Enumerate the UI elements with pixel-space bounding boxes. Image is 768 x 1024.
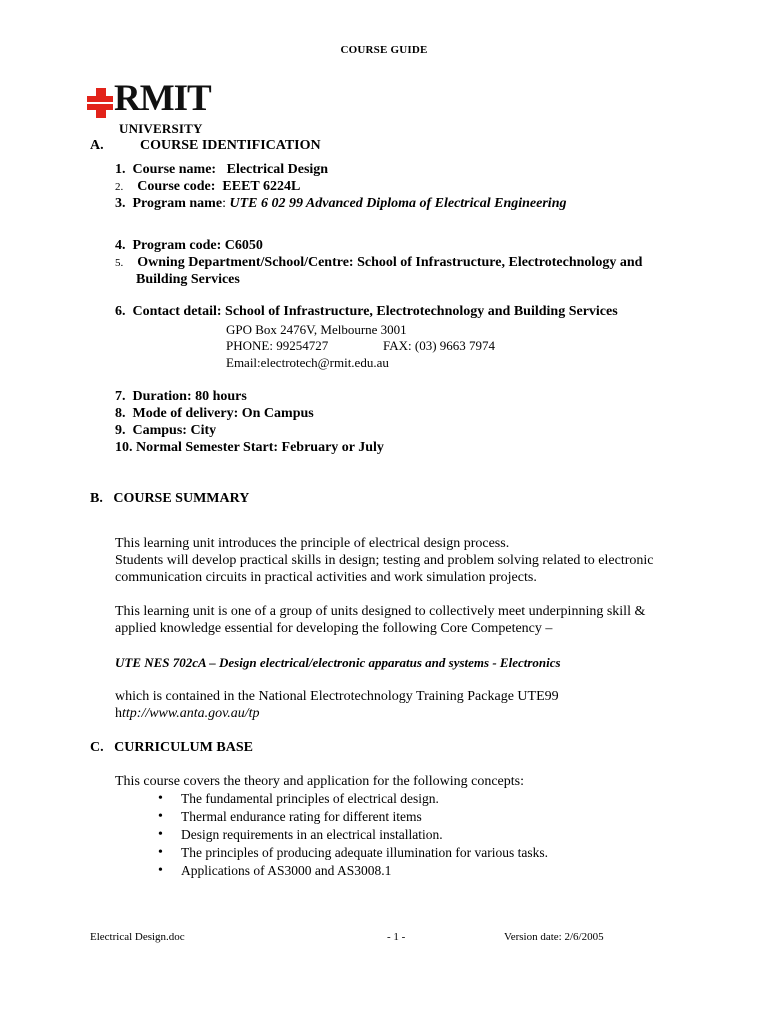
item-text: Program code: C6050 bbox=[132, 238, 263, 253]
anta-link[interactable] bbox=[115, 705, 260, 722]
curriculum-item-1: The fundamental principles of electrical design. bbox=[181, 791, 439, 806]
curriculum-item-2: Thermal endurance rating for different items bbox=[181, 809, 422, 824]
curriculum-item-4: The principles of producing adequate illumination for various tasks. bbox=[181, 845, 549, 860]
training-package-text: which is contained in the National Electrotechnology Training Package UTE99 bbox=[115, 689, 559, 704]
contact-email: Email:electrotech@rmit.edu.au bbox=[226, 355, 389, 370]
item-text: Duration: 80 hours bbox=[132, 389, 247, 404]
footer-filename: Electrical Design.doc bbox=[90, 931, 185, 943]
item-text: Normal Semester Start: February or July bbox=[136, 440, 384, 455]
section-b-title: B. COURSE SUMMARY bbox=[90, 491, 250, 506]
link-prefix: h bbox=[115, 706, 122, 721]
item-label: Course code: bbox=[137, 179, 216, 194]
item-2 bbox=[115, 178, 300, 196]
item-number: 3. bbox=[115, 196, 126, 211]
summary-paragraph-3-line-1: This learning unit is one of a group of units designed to collectively meet underpinning skill & bbox=[115, 604, 646, 619]
item-5 bbox=[115, 254, 642, 272]
section-a-letter: A. bbox=[90, 138, 104, 153]
item-7 bbox=[115, 388, 247, 405]
logo-wordmark: RMIT bbox=[114, 78, 211, 119]
item-label: Program name bbox=[132, 196, 223, 211]
item-5-continued: Building Services bbox=[136, 272, 240, 287]
curriculum-item-5: Applications of AS3000 and AS3008.1 bbox=[181, 863, 392, 878]
logo-subtitle: UNIVERSITY bbox=[119, 121, 203, 136]
course-code-value: EEET 6224L bbox=[222, 179, 301, 194]
rmit-logo-mark-icon bbox=[84, 86, 114, 120]
item-number: 7. bbox=[115, 389, 126, 404]
footer-version-date: Version date: 2/6/2005 bbox=[504, 931, 604, 943]
contact-phone: PHONE: 99254727 bbox=[226, 338, 329, 353]
curriculum-intro: This course covers the theory and application for the following concepts: bbox=[115, 774, 524, 789]
item-1 bbox=[115, 161, 328, 178]
contact-address: GPO Box 2476V, Melbourne 3001 bbox=[226, 322, 407, 337]
bullet-icon: • bbox=[158, 827, 163, 842]
item-8 bbox=[115, 405, 314, 422]
summary-paragraph-2-line-2: communication circuits in practical activities and work simulation projects. bbox=[115, 570, 537, 585]
item-number: 10. bbox=[115, 440, 133, 455]
item-4 bbox=[115, 237, 263, 254]
item-6 bbox=[115, 303, 618, 320]
item-label: Course name: bbox=[132, 162, 217, 177]
bullet-icon: • bbox=[158, 863, 163, 878]
item-text: Contact detail: School of Infrastructure, Electrotechnology and Building Services bbox=[132, 304, 618, 319]
item-number: 6. bbox=[115, 304, 126, 319]
summary-paragraph-1: This learning unit introduces the principle of electrical design process. bbox=[115, 536, 510, 551]
section-a-title: COURSE IDENTIFICATION bbox=[140, 138, 321, 153]
item-text: Mode of delivery: On Campus bbox=[132, 406, 314, 421]
footer-page-number: - 1 - bbox=[387, 931, 406, 943]
item-number: 4. bbox=[115, 238, 126, 253]
item-number: 9. bbox=[115, 423, 126, 438]
item-number: 5. bbox=[115, 257, 124, 269]
item-10 bbox=[115, 439, 384, 456]
page-header-title: COURSE GUIDE bbox=[340, 44, 428, 56]
item-number: 8. bbox=[115, 406, 126, 421]
course-name-value: Electrical Design bbox=[226, 162, 329, 177]
bullet-icon: • bbox=[158, 845, 163, 860]
item-number: 2. bbox=[115, 181, 124, 193]
contact-fax: FAX: (03) 9663 7974 bbox=[383, 338, 496, 353]
core-competency: UTE NES 702cA – Design electrical/electronic apparatus and systems - Electronics bbox=[115, 655, 561, 670]
program-name-value: UTE 6 02 99 Advanced Diploma of Electrical Engineering bbox=[229, 196, 567, 211]
curriculum-item-3: Design requirements in an electrical installation. bbox=[181, 827, 443, 842]
summary-paragraph-3-line-2: applied knowledge essential for developing the following Core Competency – bbox=[115, 621, 553, 636]
item-number: 1. bbox=[115, 162, 126, 177]
bullet-icon: • bbox=[158, 809, 163, 824]
link-rest: ttp://www.anta.gov.au/tp bbox=[122, 706, 260, 721]
summary-paragraph-2-line-1: Students will develop practical skills in design; testing and problem solving related to electronic bbox=[115, 553, 654, 568]
item-3: 3. Program name: UTE 6 02 99 Advanced Diploma of Electrical Engineering bbox=[115, 196, 567, 211]
item-text: Campus: City bbox=[132, 423, 217, 438]
bullet-icon: • bbox=[158, 791, 163, 806]
section-c-title: C. CURRICULUM BASE bbox=[90, 740, 253, 755]
item-text: Owning Department/School/Centre: School of Infrastructure, Electrotechnology and bbox=[137, 255, 643, 270]
item-9 bbox=[115, 422, 216, 439]
